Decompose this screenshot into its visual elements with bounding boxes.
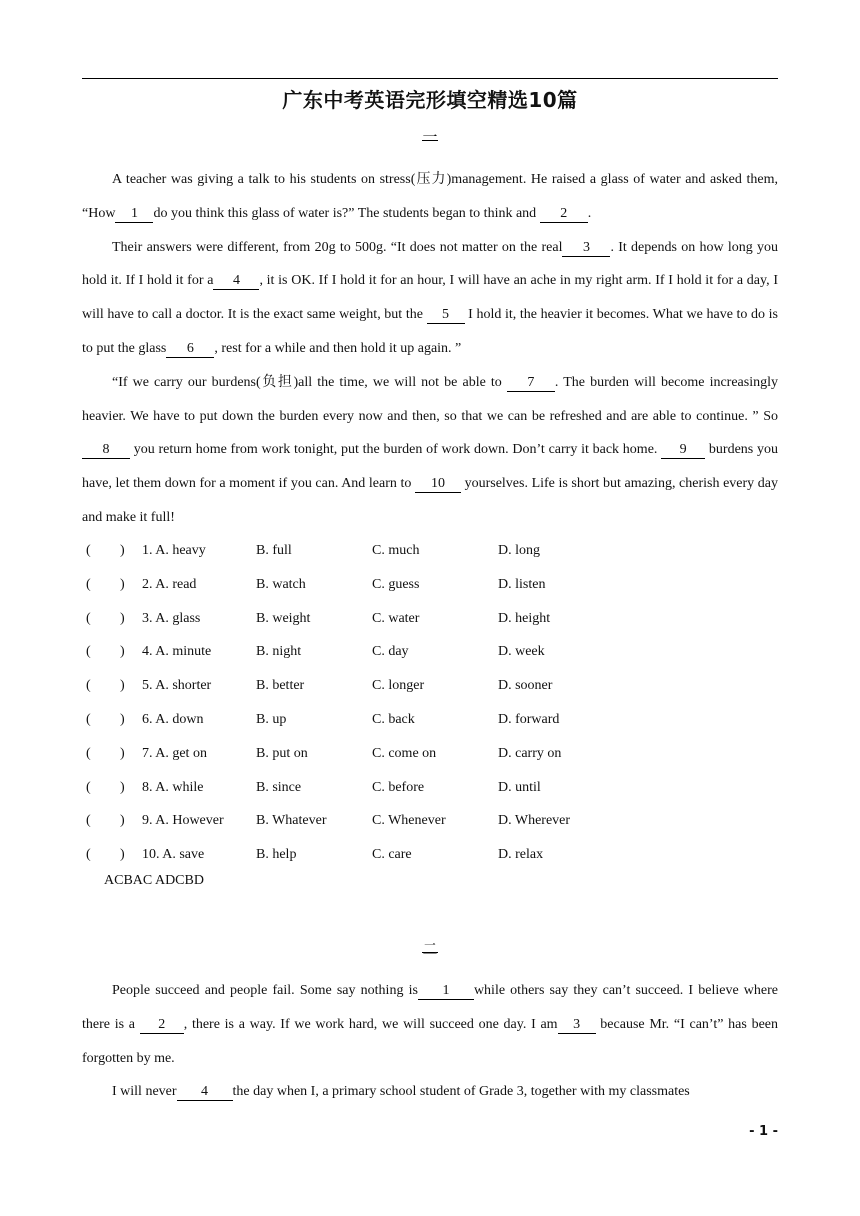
- blank-1[interactable]: 1: [418, 983, 474, 1000]
- answer-key: ACBAC ADCBD: [104, 873, 204, 888]
- question-row: ( ) 10. A. save B. help C. care D. relax: [86, 847, 544, 863]
- blank-8[interactable]: 8: [82, 442, 130, 459]
- page-number: - 1 -: [749, 1124, 778, 1139]
- question-row: ( ) 4. A. minute B. night C. day D. week: [86, 644, 545, 660]
- question-row: ( ) 1. A. heavy B. full C. much D. long: [86, 543, 540, 558]
- section-1-marker: 一: [422, 130, 438, 146]
- passage-2-para-2: I will never 4 the day when I, a primary school student of Grade 3, together with my classmates: [112, 1084, 690, 1100]
- header-rule: [82, 78, 778, 79]
- blank-9[interactable]: 9: [661, 442, 705, 459]
- question-row: ( ) 8. A. while B. since C. before D. until: [86, 779, 541, 795]
- blank-3[interactable]: 3: [558, 1017, 596, 1034]
- blank-3[interactable]: 3: [562, 240, 610, 257]
- blank-1[interactable]: 1: [115, 206, 153, 223]
- blank-7[interactable]: 7: [507, 375, 555, 392]
- passage-1-para-2: Their answers were different, from 20g to 500g. “It does not matter on the real 3 . It depends on how long you hold it. If I hold it for a 4 , it is OK. If I hold it for an hour, I will have an ache in my right arm. If I hold it for a day, I will have to call a doctor. It is the exact same weight, but the 5 I hold it, the heavier it becomes. What we have to do is to put the glass 6 , rest for a while and then hold it up again. ”: [82, 239, 778, 356]
- question-row: ( ) 2. A. read B. watch C. guess D. listen: [86, 576, 546, 592]
- question-list: [82, 534, 782, 872]
- passage-2-para-1: People succeed and people fail. Some say nothing is 1 while others say they can’t succeed. I believe where there is a 2 , there is a way. If we work hard, we will succeed one day. I am 3 because Mr. “I can’t” has been forgotten by me.: [82, 983, 778, 1066]
- question-row: ( ) 3. A. glass B. weight C. water D. height: [86, 610, 551, 626]
- blank-6[interactable]: 6: [166, 341, 214, 358]
- blank-5[interactable]: 5: [427, 307, 465, 324]
- blank-10[interactable]: 10: [415, 476, 461, 493]
- passage-1-para-3: “If we carry our burdens(负担)all the time, we will not be able to 7 . The burden will become increasingly heavier. We have to put down the burden every now and then, so that we can be refreshed and are able to continue. ” So8 you return home from work tonight, put the burden of work down. Don’t carry it back home. 9 burdens you have, let them down for a moment if you can. And learn to 10 yourselves. Life is short but amazing, cherish every day and make it full!: [82, 374, 779, 525]
- blank-4[interactable]: 4: [213, 273, 259, 290]
- page-title: 广东中考英语完形填空精选10篇: [282, 88, 578, 112]
- blank-4[interactable]: 4: [177, 1084, 233, 1101]
- blank-2[interactable]: 2: [540, 206, 588, 223]
- question-row: ( ) 7. A. get on B. put on C. come on D. carry on: [86, 745, 562, 761]
- question-row: ( ) 6. A. down B. up C. back D. forward: [86, 711, 560, 727]
- question-row: ( ) 9. A. However B. Whatever C. Whenever D. Wherever: [86, 813, 571, 829]
- passage-2: [82, 974, 778, 1109]
- passage-1-para-1: A teacher was giving a talk to his students on stress(压力)management. He raised a glass of water and asked them, “How 1 do you think this glass of water is?” The students began to think and 2 .: [82, 172, 778, 221]
- blank-2[interactable]: 2: [140, 1017, 184, 1034]
- passage-1: [82, 163, 778, 535]
- question-row: ( ) 5. A. shorter B. better C. longer D. sooner: [86, 678, 553, 694]
- section-2-marker: 二: [422, 942, 438, 958]
